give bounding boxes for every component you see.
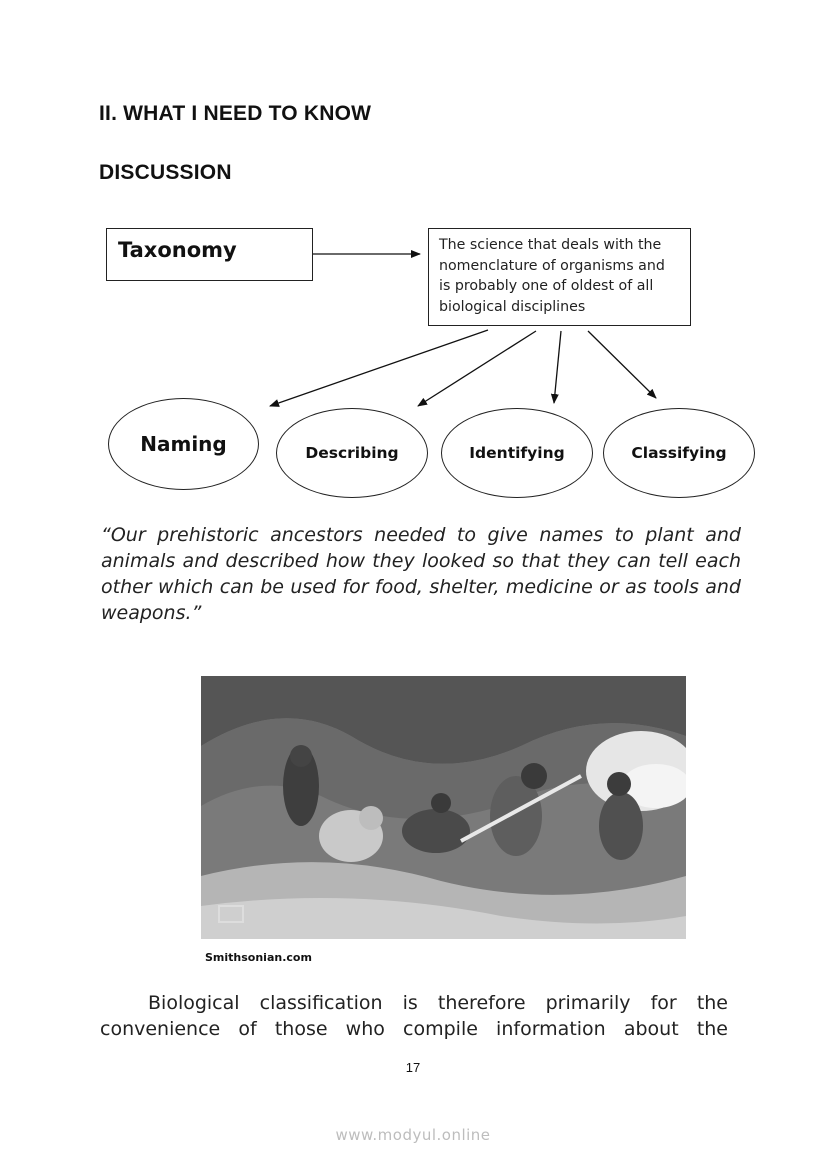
quote-text: “Our prehistoric ancestors needed to give names to plant and animals and described how they looked so that they can tell each other which can be used for food, shelter, medicine or as tools and weapons.” xyxy=(101,524,741,624)
taxonomy-box xyxy=(106,228,313,281)
arrow-to-classifying xyxy=(588,331,656,398)
image-credit: Smithsonian.com xyxy=(205,951,312,964)
prehistoric-hunters-image xyxy=(201,676,686,939)
discussion-heading: DISCUSSION xyxy=(99,161,232,184)
page-number: 17 xyxy=(405,1060,421,1075)
photo-illustration xyxy=(201,676,686,939)
taxonomy-label: Taxonomy xyxy=(118,238,237,262)
arrow-to-naming xyxy=(270,330,488,406)
definition-box: The science that deals with the nomenclature of organisms and is probably one of oldest of all biological disciplines xyxy=(428,228,691,326)
arrow-to-describing xyxy=(418,331,536,406)
oval-classifying: Classifying xyxy=(603,408,755,498)
paragraph-line-1: Biological classification is therefore primarily for the xyxy=(148,992,728,1014)
arrow-to-identifying xyxy=(554,331,561,403)
oval-naming: Naming xyxy=(108,398,259,490)
watermark: www.modyul.online xyxy=(335,1126,491,1144)
section-heading: II. WHAT I NEED TO KNOW xyxy=(99,102,372,125)
paragraph-line-2: convenience of those who compile information about the xyxy=(100,1018,728,1040)
oval-identifying: Identifying xyxy=(441,408,593,498)
body-paragraph xyxy=(100,990,728,1042)
oval-describing: Describing xyxy=(276,408,428,498)
